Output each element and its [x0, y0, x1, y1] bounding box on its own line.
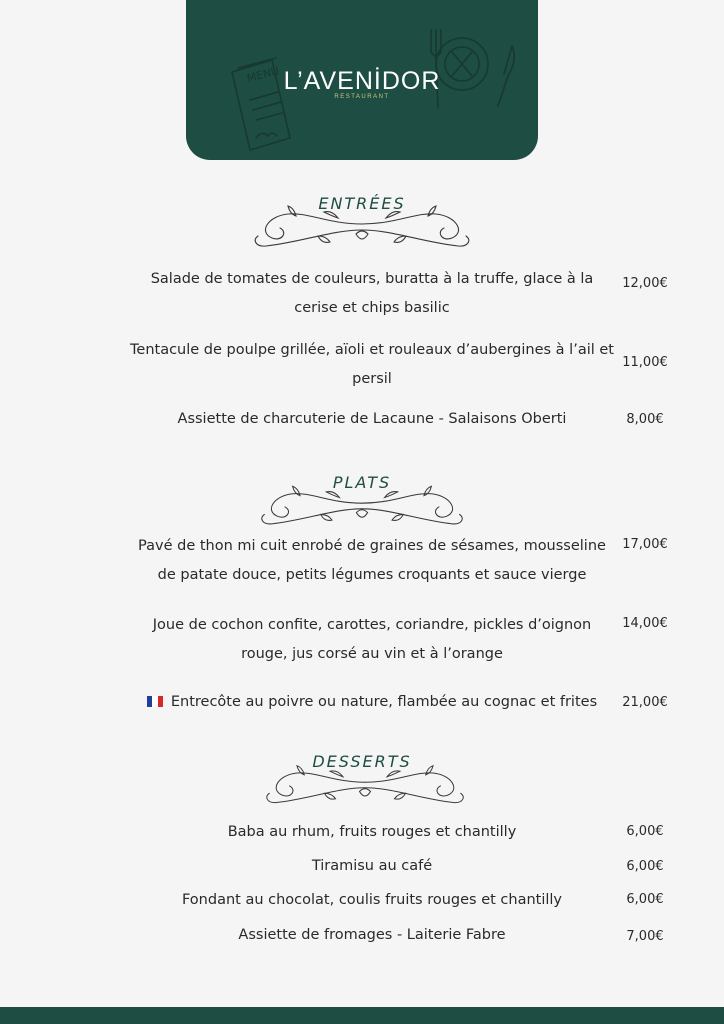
menu-item-line: de patate douce, petits légumes croquants et sauce vierge [157, 567, 587, 583]
menu-item-price: 12,00€ [622, 276, 668, 291]
menu-item-line: persil [352, 371, 392, 387]
menu-item [110, 265, 634, 323]
menu-item [110, 921, 634, 950]
flourish-ornament-icon [248, 202, 476, 252]
menu-item-line: Pavé de thon mi cuit enrobé de graines de sésames, mousseline [138, 538, 606, 554]
brand-subtitle: RESTAURANT [334, 94, 390, 100]
menu-item-line: Tiramisu au café [311, 858, 433, 874]
menu-item-price: 21,00€ [622, 695, 668, 710]
menu-item-line: Joue de cochon confite, carottes, coriandre, pickles d’oignon [152, 617, 592, 633]
flourish-ornament-icon [260, 762, 470, 808]
menu-item [110, 336, 634, 394]
header-banner [186, 0, 538, 160]
section-title-desserts: DESSERTS [312, 752, 412, 771]
menu-item-line: Assiette de fromages - Laiterie Fabre [238, 927, 506, 943]
menu-item [110, 532, 634, 590]
menu-item-price: 6,00€ [626, 892, 664, 907]
menu-item-line: Baba au rhum, fruits rouges et chantilly [227, 824, 517, 840]
menu-sketch-label: MENU [245, 64, 281, 85]
menu-item-line: cerise et chips basilic [294, 300, 450, 316]
menu-item-price: 7,00€ [626, 929, 664, 944]
menu-item-price: 6,00€ [626, 859, 664, 874]
menu-item-price: 8,00€ [626, 412, 664, 427]
flourish-ornament-icon [255, 482, 469, 530]
menu-item [110, 852, 634, 881]
brand-name: L’AVENİDOR [283, 67, 441, 95]
menu-item-price: 6,00€ [626, 824, 664, 839]
menu-item-price: 14,00€ [622, 616, 668, 631]
menu-item [110, 886, 634, 915]
menu-item-price: 17,00€ [622, 537, 668, 552]
menu-item-line: Tentacule de poulpe grillée, aïoli et rouleaux d’aubergines à l’ail et [130, 342, 614, 358]
footer-bar [0, 1007, 724, 1024]
menu-item-line: Entrecôte au poivre ou nature, flambée au cognac et frites [170, 694, 598, 710]
section-title-plats: PLATS [332, 473, 392, 492]
menu-item-line: rouge, jus corsé au vin et à l’orange [241, 646, 503, 662]
menu-item [110, 405, 634, 434]
menu-item-line: Assiette de charcuterie de Lacaune - Salaisons Oberti [177, 411, 567, 427]
menu-item [110, 818, 634, 847]
menu-item [110, 611, 634, 669]
menu-item-line: Salade de tomates de couleurs, buratta à la truffe, glace à la [150, 271, 594, 287]
french-flag-icon [147, 689, 163, 700]
menu-item-price: 11,00€ [622, 355, 668, 370]
menu-item [110, 688, 634, 717]
section-title-entrees: ENTRÉES [318, 194, 406, 213]
menu-item-line: Fondant au chocolat, coulis fruits rouges et chantilly [181, 892, 563, 908]
